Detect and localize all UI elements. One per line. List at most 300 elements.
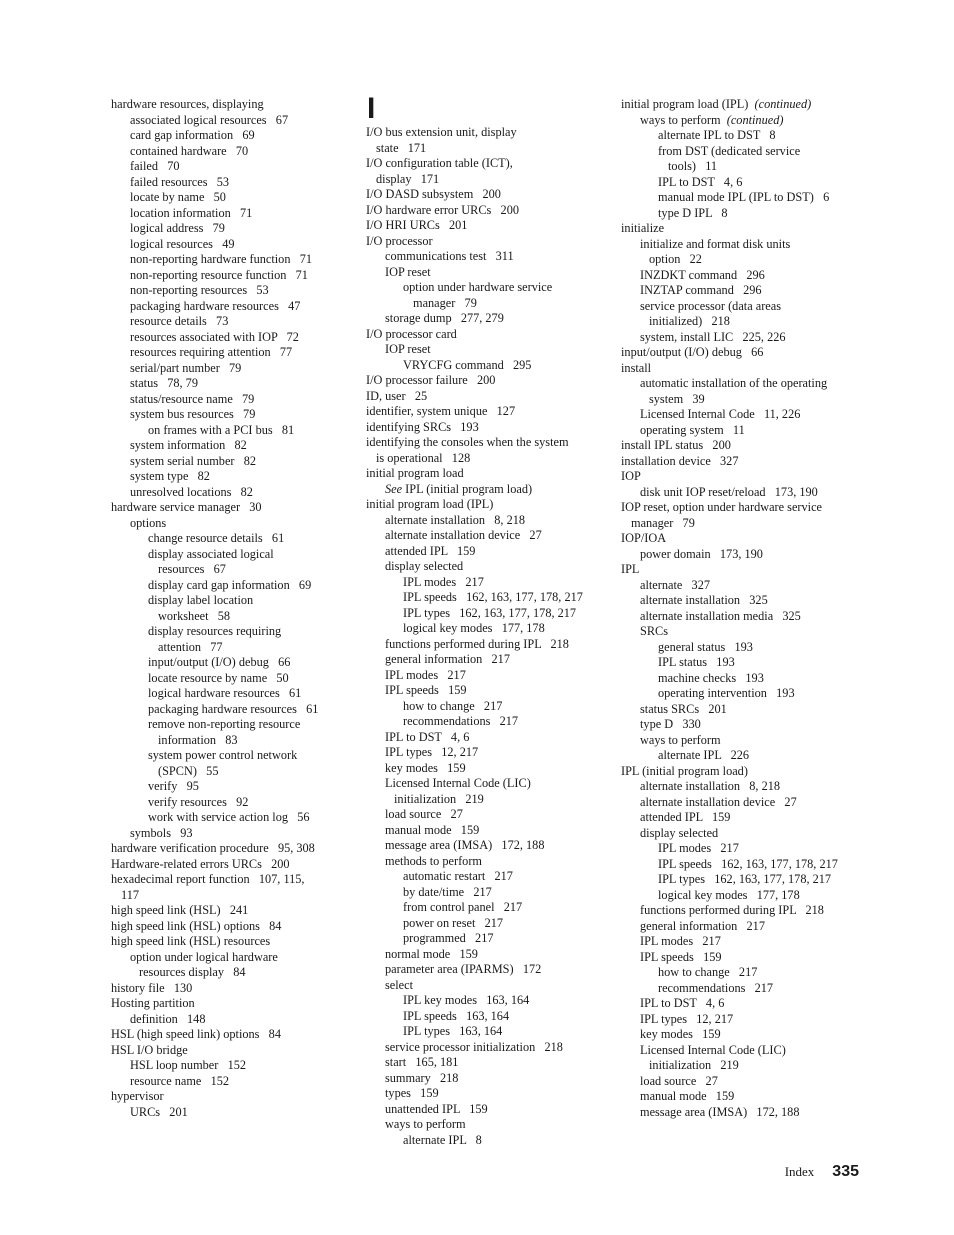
index-entry <box>621 376 861 392</box>
index-entry <box>111 516 351 532</box>
index-entry <box>111 268 351 284</box>
index-entry <box>366 730 606 746</box>
index-entry <box>366 1040 606 1056</box>
index-entry <box>111 97 351 113</box>
index-entry <box>621 1012 861 1028</box>
entry-text: programmed 217 <box>403 931 494 945</box>
index-entry <box>621 500 861 516</box>
entry-text: IPL to DST 4, 6 <box>658 174 743 189</box>
entry-text: option 22 <box>649 252 702 266</box>
index-entry <box>366 218 606 234</box>
index-entry <box>366 435 606 451</box>
index-entry <box>621 190 861 206</box>
entry-text: Licensed Internal Code (LIC) <box>385 776 531 790</box>
index-entry <box>111 640 351 656</box>
index-entry <box>111 144 351 160</box>
entry-text: work with service action log 56 <box>148 810 310 824</box>
index-entry <box>111 996 351 1012</box>
index-entry <box>621 857 861 873</box>
index-entry <box>621 113 861 129</box>
entry-text: I/O DASD subsystem 200 <box>366 187 501 201</box>
entry-text: IPL speeds 163, 164 <box>403 1008 510 1023</box>
entry-text: unattended IPL 159 <box>385 1101 488 1116</box>
entry-text: status SRCs 201 <box>640 701 727 716</box>
entry-text: tools) 11 <box>668 159 718 173</box>
entry-text: recommendations 217 <box>658 980 774 995</box>
entry-text: display selected <box>640 825 719 840</box>
index-entry <box>621 159 861 175</box>
entry-text: alternate installation device 27 <box>385 528 542 542</box>
index-entry <box>366 1133 606 1149</box>
index-entry <box>621 175 861 191</box>
index-entry <box>366 1102 606 1118</box>
entry-text: IPL types 162, 163, 177, 178, 217 <box>403 605 577 620</box>
entry-text: resources associated with IOP 72 <box>130 329 299 344</box>
index-entry <box>621 345 861 361</box>
index-entry <box>111 1105 351 1121</box>
index-entry <box>111 407 351 423</box>
index-entry <box>366 885 606 901</box>
index-entry <box>621 919 861 935</box>
index-entry <box>366 358 606 374</box>
index-entry <box>111 795 351 811</box>
index-entry <box>111 919 351 935</box>
index-entry <box>621 1089 861 1105</box>
entry-text: IOP reset <box>385 342 431 356</box>
index-entry <box>366 1009 606 1025</box>
index-entry <box>366 559 606 575</box>
index-entry <box>111 547 351 563</box>
index-entry <box>111 965 351 981</box>
index-entry <box>111 733 351 749</box>
entry-text: attended IPL 159 <box>385 543 476 558</box>
index-column-3 <box>621 97 861 1120</box>
entry-text: display 171 <box>376 171 440 186</box>
entry-text: logical address 79 <box>130 221 225 235</box>
entry-text: option under logical hardware <box>130 949 278 964</box>
index-entry <box>621 950 861 966</box>
index-entry <box>621 485 861 501</box>
entry-text: packaging hardware resources 47 <box>130 298 301 313</box>
index-entry <box>621 361 861 377</box>
index-entry <box>621 330 861 346</box>
entry-text: INZDKT command 296 <box>640 267 765 282</box>
entry-text: system information 82 <box>130 438 247 452</box>
index-entry <box>366 451 606 467</box>
entry-text: Hardware-related errors URCs 200 <box>111 856 290 871</box>
index-entry <box>366 575 606 591</box>
entry-text: resource name 152 <box>130 1073 230 1088</box>
entry-text: display selected <box>385 559 464 573</box>
index-entry <box>366 900 606 916</box>
index-entry <box>621 206 861 222</box>
entry-text: I/O bus extension unit, display <box>366 125 517 139</box>
entry-text: general information 217 <box>640 918 765 933</box>
entry-text: alternate installation 325 <box>640 593 768 607</box>
footer-label: Index <box>784 1164 815 1179</box>
entry-text: functions performed during IPL 218 <box>385 636 569 651</box>
entry-text: VRYCFG command 295 <box>403 357 532 372</box>
index-entry <box>621 221 861 237</box>
index-entry <box>111 717 351 733</box>
entry-text: system, install LIC 225, 226 <box>640 329 786 344</box>
index-entry <box>621 593 861 609</box>
index-entry <box>366 296 606 312</box>
entry-text: IOP reset <box>385 264 431 279</box>
index-entry <box>621 252 861 268</box>
entry-text: history file 130 <box>111 980 193 995</box>
index-entry <box>621 686 861 702</box>
entry-text: non-reporting hardware function 71 <box>130 252 313 266</box>
index-entry <box>111 934 351 950</box>
entry-text: IPL <box>621 562 640 576</box>
index-entry <box>111 190 351 206</box>
entry-text: IOP/IOA <box>621 531 667 545</box>
entry-text: alternate 327 <box>640 577 710 592</box>
index-entry <box>366 327 606 343</box>
index-entry <box>621 1105 861 1121</box>
entry-text: load source 27 <box>385 807 463 821</box>
entry-text: initialize and format disk units <box>640 236 791 251</box>
entry-text: logical resources 49 <box>130 236 235 251</box>
entry-text: initial program load <box>366 466 464 480</box>
entry-text: packaging hardware resources 61 <box>148 701 319 716</box>
index-entry <box>111 779 351 795</box>
index-entry <box>621 128 861 144</box>
index-entry <box>111 609 351 625</box>
entry-text: type D IPL 8 <box>658 205 728 220</box>
index-entry <box>366 978 606 994</box>
entry-text: identifying the consoles when the system <box>366 435 569 449</box>
entry-text: type D 330 <box>640 717 701 731</box>
index-entry <box>621 795 861 811</box>
entry-text: IPL types 12, 217 <box>640 1011 734 1026</box>
index-entry <box>111 1027 351 1043</box>
index-entry <box>366 931 606 947</box>
index-entry <box>366 497 606 513</box>
index-entry <box>111 485 351 501</box>
entry-text: state 171 <box>376 140 427 155</box>
entry-text: types 159 <box>385 1086 439 1100</box>
index-entry <box>621 299 861 315</box>
entry-text: 117 <box>121 887 139 902</box>
index-entry <box>366 404 606 420</box>
index-entry <box>366 993 606 1009</box>
index-entry <box>621 826 861 842</box>
index-entry <box>111 562 351 578</box>
entry-text: non-reporting resource function 71 <box>130 267 308 282</box>
entry-text: change resource details 61 <box>148 531 285 545</box>
index-entry <box>366 590 606 606</box>
entry-text: hardware verification procedure 95, 308 <box>111 841 315 855</box>
entry-text: key modes 159 <box>385 760 466 775</box>
index-entry <box>621 810 861 826</box>
entry-text: remove non-reporting resource <box>148 717 301 731</box>
index-entry <box>621 469 861 485</box>
index-entry <box>366 466 606 482</box>
index-entry <box>621 578 861 594</box>
index-entry <box>621 237 861 253</box>
entry-text: initialize <box>621 221 665 235</box>
entry-text: input/output (I/O) debug 66 <box>148 655 291 669</box>
index-entry <box>366 668 606 684</box>
index-entry <box>111 376 351 392</box>
entry-text: IOP reset, option under hardware service <box>621 500 823 514</box>
entry-text: power domain 173, 190 <box>640 546 763 561</box>
entry-text: IPL types 12, 217 <box>385 745 479 759</box>
index-entry <box>621 1043 861 1059</box>
index-entry <box>111 578 351 594</box>
entry-text: install IPL status 200 <box>621 438 731 452</box>
entry-text: functions performed during IPL 218 <box>640 903 824 917</box>
entry-text: alternate IPL 8 <box>403 1132 482 1147</box>
entry-text: symbols 93 <box>130 825 193 840</box>
entry-text: system bus resources 79 <box>130 407 256 421</box>
index-entry <box>366 1086 606 1102</box>
entry-text: options <box>130 515 167 530</box>
entry-text: power on reset 217 <box>403 915 504 930</box>
entry-text: I/O configuration table (ICT), <box>366 156 513 170</box>
index-column-2 <box>366 92 606 1148</box>
index-entry <box>366 621 606 637</box>
index-entry <box>366 544 606 560</box>
entry-text: alternate installation device 27 <box>640 794 797 809</box>
index-entry <box>366 776 606 792</box>
index-entry <box>621 888 861 904</box>
entry-text: parameter area (IPARMS) 172 <box>385 962 542 976</box>
entry-text: identifier, system unique 127 <box>366 404 516 418</box>
index-entry <box>111 841 351 857</box>
entry-text: ways to perform <box>640 732 721 747</box>
index-entry <box>111 206 351 222</box>
index-entry <box>621 981 861 997</box>
entry-text: normal mode 159 <box>385 946 478 961</box>
entry-text: machine checks 193 <box>658 670 764 685</box>
index-entry <box>621 872 861 888</box>
index-entry <box>111 764 351 780</box>
index-entry <box>621 624 861 640</box>
index-entry <box>111 299 351 315</box>
entry-text: operating intervention 193 <box>658 686 795 700</box>
entry-text: worksheet 58 <box>158 608 231 623</box>
index-entry <box>111 531 351 547</box>
entry-text: status 78, 79 <box>130 376 198 390</box>
page-number: 335 <box>832 1163 859 1180</box>
index-entry <box>366 761 606 777</box>
index-entry <box>621 531 861 547</box>
entry-text: resource details 73 <box>130 314 229 328</box>
index-entry <box>111 1058 351 1074</box>
entry-text: on frames with a PCI bus 81 <box>148 422 295 437</box>
index-entry <box>111 686 351 702</box>
index-entry <box>621 702 861 718</box>
entry-text: how to change 217 <box>403 698 503 713</box>
index-entry <box>111 283 351 299</box>
entry-text: initialization 219 <box>649 1058 739 1072</box>
entry-text: install <box>621 360 652 375</box>
entry-text: IPL speeds 159 <box>385 683 467 697</box>
entry-text: IPL types 162, 163, 177, 178, 217 <box>658 872 832 886</box>
entry-text: IPL key modes 163, 164 <box>403 993 530 1007</box>
entry-text: Licensed Internal Code 11, 226 <box>640 407 801 421</box>
entry-text: manual mode IPL (IPL to DST) 6 <box>658 190 830 204</box>
entry-text: initial program load (IPL) <box>621 97 755 111</box>
index-entry <box>366 807 606 823</box>
entry-text: manager 79 <box>413 295 477 310</box>
index-entry <box>621 609 861 625</box>
index-entry <box>111 624 351 640</box>
index-entry <box>366 637 606 653</box>
entry-text: resources 67 <box>158 562 226 576</box>
entry-text: locate resource by name 50 <box>148 670 289 685</box>
entry-text: contained hardware 70 <box>130 143 249 158</box>
entry-text: IPL (initial program load) <box>402 481 533 496</box>
index-entry <box>366 389 606 405</box>
index-entry <box>111 175 351 191</box>
entry-text: service processor (data areas <box>640 298 781 313</box>
entry-text: service processor initialization 218 <box>385 1039 563 1054</box>
see-reference: See <box>385 481 403 496</box>
index-entry <box>111 423 351 439</box>
index-entry <box>366 203 606 219</box>
entry-text: hexadecimal report function 107, 115, <box>111 872 305 886</box>
index-entry <box>111 1089 351 1105</box>
index-entry <box>621 438 861 454</box>
index-entry <box>366 125 606 141</box>
index-entry <box>366 249 606 265</box>
index-entry <box>366 280 606 296</box>
entry-text: how to change 217 <box>658 965 758 979</box>
entry-text: automatic installation of the operating <box>640 376 828 390</box>
index-entry <box>621 407 861 423</box>
index-entry <box>111 237 351 253</box>
index-entry <box>621 283 861 299</box>
entry-text: automatic restart 217 <box>403 869 513 883</box>
entry-text: manual mode 159 <box>385 822 480 837</box>
index-entry <box>111 392 351 408</box>
entry-text: logical key modes 177, 178 <box>658 887 800 902</box>
index-entry <box>366 699 606 715</box>
entry-text: disk unit IOP reset/reload 173, 190 <box>640 484 818 499</box>
entry-text: from control panel 217 <box>403 900 523 914</box>
entry-text: IPL modes 217 <box>658 841 739 855</box>
entry-text: attention 77 <box>158 639 223 654</box>
entry-text: HSL (high speed link) options 84 <box>111 1027 281 1041</box>
entry-text: resources display 84 <box>139 965 246 979</box>
index-entry <box>366 1024 606 1040</box>
entry-text: IPL modes 217 <box>640 934 721 948</box>
entry-text: attended IPL 159 <box>640 810 731 824</box>
index-entry <box>621 671 861 687</box>
entry-text: failed 70 <box>130 159 180 173</box>
entry-text: information 83 <box>158 732 238 747</box>
entry-text: IPL speeds 162, 163, 177, 178, 217 <box>658 856 838 871</box>
index-entry <box>366 156 606 172</box>
index-entry <box>111 655 351 671</box>
entry-text: communications test 311 <box>385 249 514 263</box>
index-entry <box>621 748 861 764</box>
index-entry <box>621 97 861 113</box>
index-entry <box>621 779 861 795</box>
index-entry <box>366 838 606 854</box>
entry-text: hypervisor <box>111 1089 164 1103</box>
entry-text: hardware service manager 30 <box>111 500 262 514</box>
entry-text: alternate IPL 226 <box>658 748 750 762</box>
index-entry <box>111 981 351 997</box>
index-entry <box>621 268 861 284</box>
entry-text: status/resource name 79 <box>130 391 255 406</box>
entry-text: input/output (I/O) debug 66 <box>621 345 764 359</box>
entry-text: I/O processor failure 200 <box>366 373 496 387</box>
index-column-1 <box>111 97 351 1120</box>
index-entry <box>366 528 606 544</box>
index-entry <box>366 141 606 157</box>
entry-text: ways to perform <box>640 112 727 127</box>
index-entry <box>621 562 861 578</box>
entry-text: by date/time 217 <box>403 884 492 899</box>
entry-text: logical hardware resources 61 <box>148 686 302 700</box>
index-entry <box>366 652 606 668</box>
continued-marker: (continued) <box>726 112 784 127</box>
index-entry <box>366 683 606 699</box>
entry-text: general status 193 <box>658 639 753 654</box>
index-entry <box>111 128 351 144</box>
index-entry <box>111 1012 351 1028</box>
entry-text: start 165, 181 <box>385 1055 459 1069</box>
entry-text: from DST (dedicated service <box>658 143 801 158</box>
index-entry <box>366 854 606 870</box>
entry-text: I/O HRI URCs 201 <box>366 218 468 232</box>
entry-text: summary 218 <box>385 1070 459 1085</box>
entry-text: hardware resources, displaying <box>111 97 264 111</box>
entry-text: manual mode 159 <box>640 1089 735 1103</box>
index-entry <box>111 252 351 268</box>
index-entry <box>366 1117 606 1133</box>
entry-text: select <box>385 977 413 992</box>
index-entry <box>111 888 351 904</box>
entry-text: ID, user 25 <box>366 388 428 403</box>
entry-text: IPL to DST 4, 6 <box>385 729 470 744</box>
index-entry <box>366 792 606 808</box>
index-entry <box>621 764 861 780</box>
index-entry <box>366 869 606 885</box>
entry-text: (SPCN) 55 <box>158 763 219 778</box>
entry-text: IOP <box>621 469 641 483</box>
index-entry <box>111 500 351 516</box>
index-entry <box>111 314 351 330</box>
entry-text: failed resources 53 <box>130 174 230 189</box>
entry-text: locate by name 50 <box>130 190 226 204</box>
index-entry <box>366 1055 606 1071</box>
index-entry <box>111 1074 351 1090</box>
entry-text: IPL speeds 159 <box>640 949 722 964</box>
index-entry <box>621 454 861 470</box>
entry-text: identifying SRCs 193 <box>366 419 479 434</box>
index-entry <box>111 671 351 687</box>
entry-text: IPL speeds 162, 163, 177, 178, 217 <box>403 590 583 604</box>
index-entry <box>621 423 861 439</box>
entry-text: I/O processor card <box>366 326 457 341</box>
entry-text: message area (IMSA) 172, 188 <box>385 838 545 852</box>
entry-text: key modes 159 <box>640 1027 721 1041</box>
index-entry <box>111 903 351 919</box>
index-entry <box>621 1074 861 1090</box>
entry-text: installation device 327 <box>621 453 739 468</box>
entry-text: unresolved locations 82 <box>130 484 253 499</box>
index-entry <box>621 392 861 408</box>
entry-text: methods to perform <box>385 853 482 868</box>
index-entry <box>111 469 351 485</box>
